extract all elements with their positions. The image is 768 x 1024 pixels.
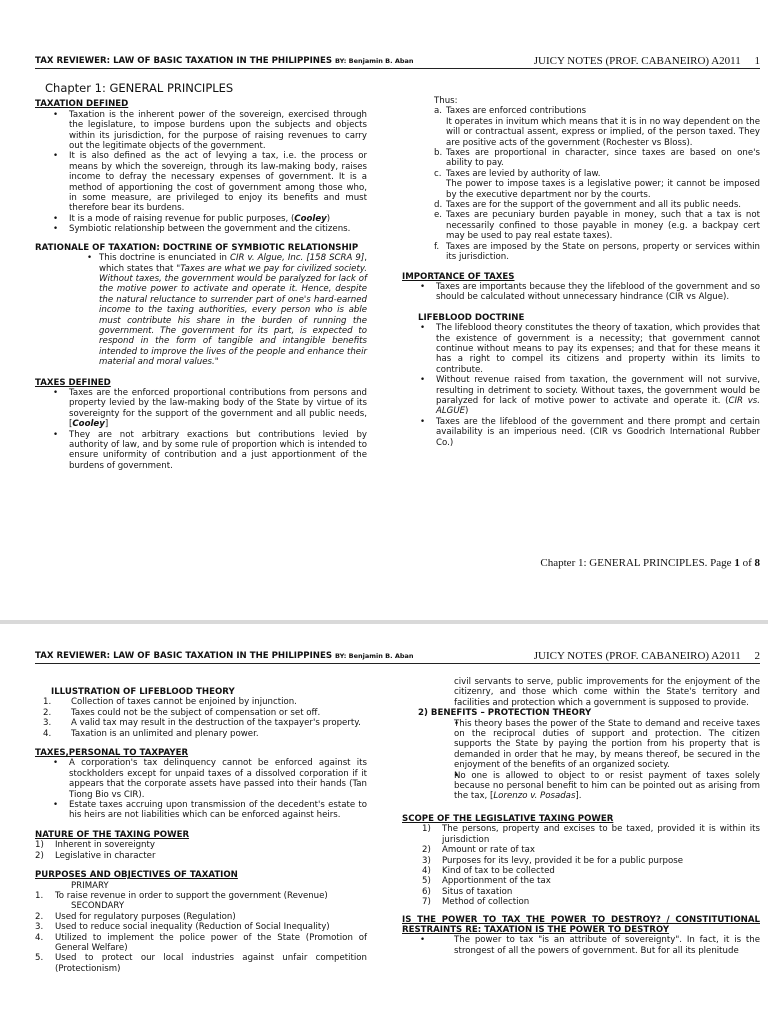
section-heading: 2) BENEFITS – PROTECTION THEORY xyxy=(418,708,592,719)
page-2 xyxy=(0,624,768,1024)
list-item: 5. Used to protect our local industries against unfair competition (Protectionism) xyxy=(35,953,367,974)
left-column xyxy=(35,83,367,471)
list-item: • Taxes are the enforced proportional contributions from persons and property levied by the law-making body of the State by virtue of its sovereignty for the support of the government and all public needs, [Cooley] xyxy=(35,388,367,430)
list-item: • This theory bases the power of the State to demand and receive taxes on the reciprocal duties of support and protection. The citizen supports the State by paying the portion from his property that is demanded in order that he may, by means thereof, be secured in the enjoyment of the benefits of an organized society. xyxy=(402,719,760,771)
bullet-list xyxy=(35,758,367,820)
list-item: • Symbiotic relationship between the government and the citizens. xyxy=(35,224,367,234)
page-header xyxy=(0,651,768,665)
bullet-list xyxy=(402,719,760,802)
list-item: 3. Used to reduce social inequality (Reduction of Social Inequality) xyxy=(35,922,330,933)
section-heading: TAXES,PERSONAL TO TAXPAYER xyxy=(35,748,189,759)
list-item: • The lifeblood theory constitutes the theory of taxation, which provides that the existence of government is a necessity; that government cannot continue without means to pay its expenses; and that for these means it has a right to compel its citizens and property within its limits to contribute. xyxy=(402,323,760,375)
list-item: 4) Kind of tax to be collected xyxy=(422,865,555,876)
list-item: f. Taxes are imposed by the State on persons, property or services within its jurisdiction. xyxy=(434,241,760,263)
section-heading: SCOPE OF THE LEGISLATIVE TAXING POWER xyxy=(402,813,614,824)
section-heading: LIFEBLOOD DOCTRINE xyxy=(418,312,525,323)
chapter-title: Chapter 1: GENERAL PRINCIPLES xyxy=(45,81,234,95)
list-item: 4. Utilized to implement the police power of the State (Promotion of General Welfare) xyxy=(35,932,367,953)
header-title: TAX REVIEWER: LAW OF BASIC TAXATION IN THE PHILIPPINES BY: Benjamin B. Aban xyxy=(35,651,414,661)
numbered-list xyxy=(35,840,367,861)
list-item: 3) Purposes for its levy, provided it be for a public purpose xyxy=(422,855,683,866)
left-column xyxy=(35,687,367,974)
list-item: 2. Taxes could not be the subject of compensation or set off. xyxy=(43,707,321,718)
section-heading: ILLUSTRATION OF LIFEBLOOD THEORY xyxy=(51,687,235,697)
list-item: 1) Inherent in sovereignty xyxy=(35,840,155,851)
list-item: 4. Taxation is an unlimited and plenary power. xyxy=(43,728,259,739)
section-heading: PURPOSES AND OBJECTIVES OF TAXATION xyxy=(35,870,238,881)
right-column xyxy=(402,96,760,448)
list-item: 1) The persons, property and excises to be taxed, provided it is within its jurisdiction xyxy=(422,824,760,845)
list-item: 1. Collection of taxes cannot be enjoined by injunction. xyxy=(43,697,297,708)
list-item: • Taxes are importants because they the lifeblood of the government and so should be calculated without unnecessary hindrance (CIR vs Algue). xyxy=(402,282,760,303)
section-heading: IMPORTANCE OF TAXES xyxy=(402,271,515,282)
list-item: 1. To raise revenue in order to support the government (Revenue) xyxy=(35,890,328,901)
list-item: 2. Used for regulatory purposes (Regulation) xyxy=(35,911,236,922)
list-item: • No one is allowed to object to or resist payment of taxes solely because no personal benefit to him can be pointed out as arising from the tax, [Lorenzo v. Posadas]. xyxy=(402,771,760,802)
list-item: 2) Legislative in character xyxy=(35,850,156,861)
list-item: 6) Situs of taxation xyxy=(422,886,513,897)
list-item: • Taxation is the inherent power of the sovereign, exercised through the legislature, to impose burdens upon the subjects and objects within its jurisdiction, for the purpose of raising revenues to carry out the legitimate objects of the government. xyxy=(35,110,367,152)
list-item: • A corporation's tax delinquency cannot be enforced against its stockholders except for unpaid taxes of a dissolved corporation if it appears that the corporate assets have passed into their hands (Tan Tiong Bio vs CIR). xyxy=(35,758,367,800)
list-item: c. Taxes are levied by authority of law. The power to impose taxes is a legislative power; it cannot be imposed by the executive department nor by the courts. xyxy=(434,168,760,200)
list-item: • Without revenue raised from taxation, the government will not survive, resulting in detriment to society. Without taxes, the government would be paralyzed for lack of motive power to activate and operate it. (CIR vs. ALGUE) xyxy=(402,375,760,417)
bullet-list xyxy=(35,388,367,471)
list-item: • It is also defined as the act of levying a tax, i.e. the process or means by which the sovereign, through its law-making body, raises income to defray the necessary expenses of government. It is a method of apportioning the cost of government among those who, in some measure, are privileged to enjoy its benefits and must therefore bear its burdens. xyxy=(35,151,367,213)
bullet-list xyxy=(402,935,760,956)
section-heading: TAXATION DEFINED xyxy=(35,99,129,110)
list-item: 5) Apportionment of the tax xyxy=(422,876,551,887)
header-rule xyxy=(35,68,760,69)
numbered-list xyxy=(35,697,367,739)
section-heading: NATURE OF THE TAXING POWER xyxy=(35,829,190,840)
page-header xyxy=(0,56,768,70)
header-rule xyxy=(35,663,760,664)
list-item: 2) Amount or rate of tax xyxy=(422,845,535,856)
header-notes: JUICY NOTES (PROF. CABANEIRO) A2011 2 xyxy=(533,650,760,662)
header-notes: JUICY NOTES (PROF. CABANEIRO) A2011 1 xyxy=(533,55,760,67)
header-title: TAX REVIEWER: LAW OF BASIC TAXATION IN THE PHILIPPINES BY: Benjamin B. Aban xyxy=(35,56,414,66)
section-heading: IS THE POWER TO TAX THE POWER TO DESTROY? / CONSTITUTIONAL RESTRAINTS RE: TAXATION IS THE POWER TO DESTROY xyxy=(402,914,760,935)
bullet-list xyxy=(402,323,760,448)
section-heading: TAXES DEFINED xyxy=(35,377,111,388)
list-item: • They are not arbitrary exactions but contributions levied by authority of law, and by some rule of proportion which is intended to ensure uniformity of contribution and a just apportionment of the burdens of government. xyxy=(35,430,367,472)
list-item: • Estate taxes accruing upon transmission of the decedent's estate to his heirs are not liabilities which can be enforced against heirs. xyxy=(35,800,367,821)
numbered-list xyxy=(35,912,367,974)
list-item: • Taxes are the lifeblood of the government and there prompt and certain availability is an imperious need. (CIR vs Goodrich International Rubber Co.) xyxy=(402,417,760,448)
list-item: 7) Method of collection xyxy=(422,897,530,908)
list-item: • The power to tax "is an attribute of sovereignty". In fact, it is the strongest of all the powers of government. But for all its plenitude xyxy=(402,935,760,956)
secondary-label: SECONDARY xyxy=(71,901,125,912)
right-column xyxy=(402,677,760,956)
continued-text: civil servants to serve, public improvements for the enjoyment of the citizenry, and those which come within the State's territory and facilities and protection which a government is supposed to provide. xyxy=(454,677,760,708)
lettered-list xyxy=(402,106,760,262)
numbered-list xyxy=(35,891,367,901)
list-item: a. Taxes are enforced contributions It operates in invitum which means that it is in no way dependent on the will or contractual assent, express or implied, of the person taxed. They are positive acts of the government (Rochester vs Bloss). xyxy=(434,106,760,148)
primary-label: PRIMARY xyxy=(71,880,109,891)
bullet-list xyxy=(35,253,367,367)
list-item: e. Taxes are pecuniary burden payable in money, such that a tax is not necessarily confined to those payable in money (e.g. a backpay cert may be used to pay real estate taxes). xyxy=(434,210,760,242)
page-footer: Chapter 1: GENERAL PRINCIPLES. Page 1 of 8 xyxy=(540,557,760,569)
list-item: b. Taxes are proportional in character, since taxes are based on one's ability to pay. xyxy=(434,148,760,169)
thus-label: Thus: xyxy=(434,96,458,106)
bullet-list xyxy=(35,110,367,235)
section-heading: RATIONALE OF TAXATION: DOCTRINE OF SYMBIOTIC RELATIONSHIP xyxy=(35,242,359,253)
list-item: d. Taxes are for the support of the government and all its public needs. xyxy=(434,200,742,211)
list-item: • It is a mode of raising revenue for public purposes, (Cooley) xyxy=(35,214,367,224)
numbered-list xyxy=(402,824,760,907)
bullet-list xyxy=(402,282,760,303)
list-item: • This doctrine is enunciated in CIR v. Algue, Inc. [158 SCRA 9], which states that "Taxes are what we pay for civilized society. Without taxes, the government would be paralyzed for lack of the motive power to activate and operate it. Hence, despite the natural reluctance to surrender part of one's hard-earned income to the taxing authorities, every person who is able must contribute his share in the burden of running the government. The government for its part, is expected to respond in the form of tangible and intangible benefits intended to improve the lives of the people and enhance their material and moral values." xyxy=(35,253,367,367)
list-item: 3. A valid tax may result in the destruction of the taxpayer's property. xyxy=(43,718,361,729)
